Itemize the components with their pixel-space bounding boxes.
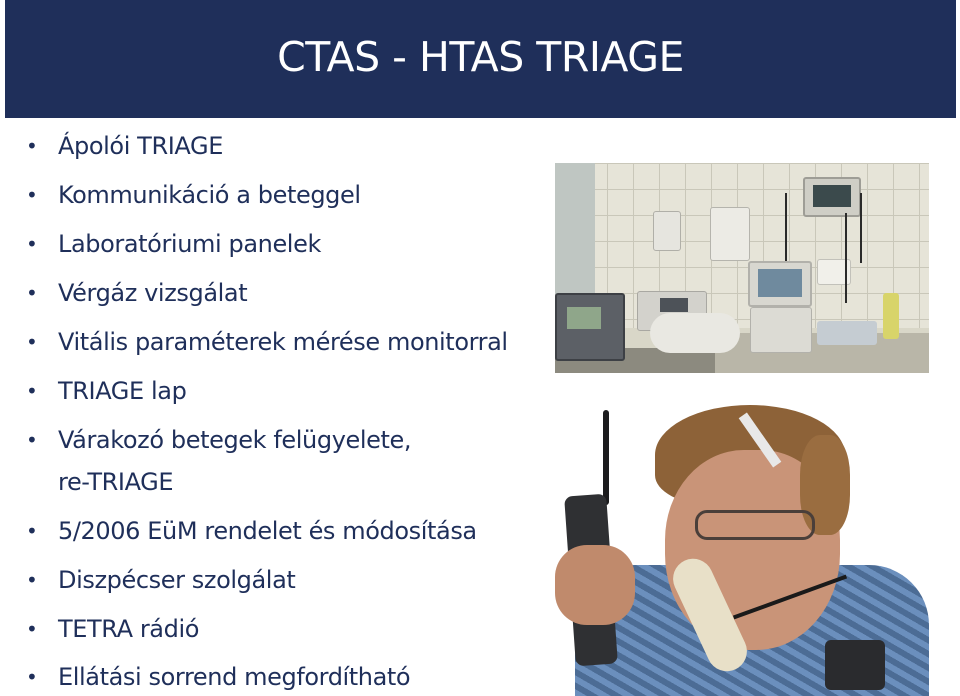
bullet-text: Laboratóriumi panelek [58, 230, 321, 258]
bullet-dot-icon: • [26, 428, 38, 452]
bullet-text: Ellátási sorrend megfordítható [58, 663, 411, 691]
bullet-text: Kommunikáció a beteggel [58, 181, 361, 209]
bullet-dot-icon: • [26, 281, 38, 305]
bullet-dot-icon: • [26, 519, 38, 543]
bullet-dot-icon: • [26, 617, 38, 641]
wall-panel [710, 207, 750, 261]
glasses [695, 510, 815, 540]
bullet-text: Vitális paraméterek mérése monitorral [58, 328, 508, 356]
bullet-text: Diszpécser szolgálat [58, 566, 296, 594]
gas-outlets [653, 211, 681, 251]
bullet-text: TRIAGE lap [58, 377, 187, 405]
title-bar [5, 0, 956, 118]
bullet-dot-icon: • [26, 379, 38, 403]
defibrillator [555, 293, 625, 361]
bullet-dot-icon: • [26, 568, 38, 592]
dispatcher-photo [555, 405, 929, 696]
blood-gas-analyzer-screen [748, 261, 812, 307]
cable [845, 213, 847, 303]
bullet-text: Ápolói TRIAGE [58, 132, 223, 160]
bullet-dot-icon: • [26, 183, 38, 207]
bullet-dot-icon: • [26, 134, 38, 158]
radio-antenna [603, 410, 609, 505]
window [555, 163, 595, 303]
bullet-dot-icon: • [26, 665, 38, 689]
cable [860, 193, 862, 263]
bullet-text: 5/2006 EüM rendelet és módosítása [58, 517, 477, 545]
wall-monitor [803, 177, 861, 217]
bottle [883, 293, 899, 339]
bullet-dot-icon: • [26, 232, 38, 256]
bullet-text: Vérgáz vizsgálat [58, 279, 248, 307]
bullet-dot-icon: • [26, 330, 38, 354]
supply-box [817, 321, 877, 345]
equipment-room-photo [555, 163, 929, 373]
bullet-text: Várakozó betegek felügyelete, [58, 426, 412, 454]
bullet-text: re-TRIAGE [58, 468, 174, 496]
radio-device [825, 640, 885, 690]
hand [555, 545, 635, 625]
bullet-text: TETRA rádió [58, 615, 199, 643]
slide-title: CTAS - HTAS TRIAGE [277, 33, 684, 81]
ecg-paper [650, 313, 740, 353]
blood-gas-analyzer [750, 307, 812, 353]
